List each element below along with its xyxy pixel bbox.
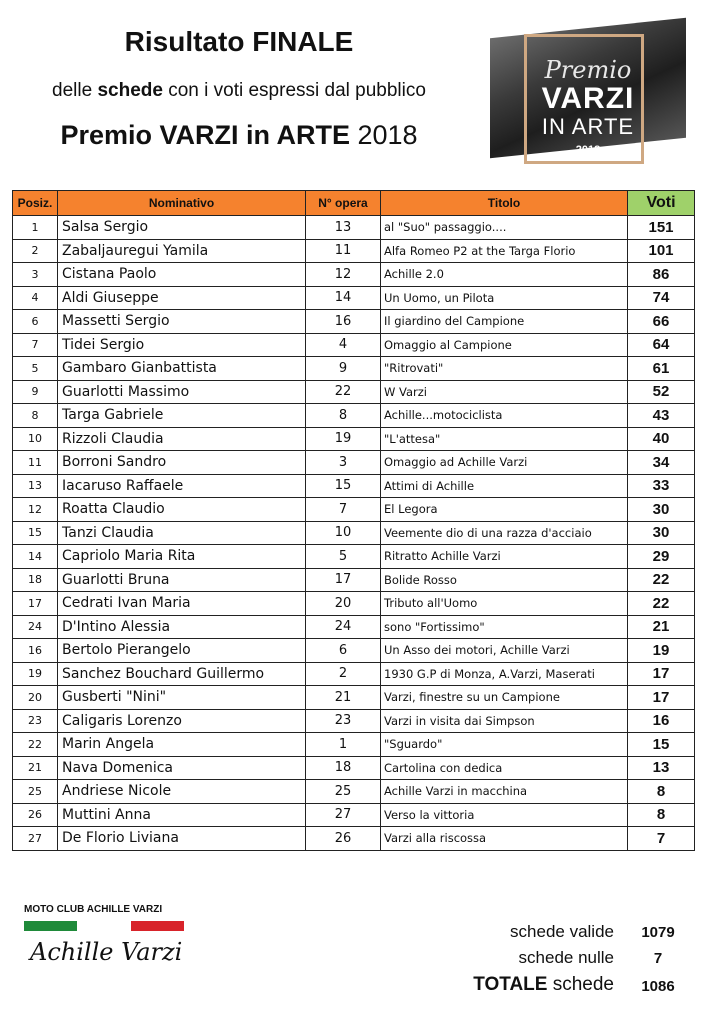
cell-voti: 21 xyxy=(628,615,695,639)
cell-voti: 30 xyxy=(628,498,695,522)
cell-voti: 8 xyxy=(628,803,695,827)
cell-voti: 8 xyxy=(628,780,695,804)
cell-position: 8 xyxy=(13,404,58,428)
cell-titolo: Varzi, finestre su un Campione xyxy=(381,686,628,710)
cell-position: 14 xyxy=(13,545,58,569)
award-title: Premio VARZI in ARTE 2018 xyxy=(60,120,418,150)
cell-voti: 34 xyxy=(628,451,695,475)
table-row xyxy=(13,803,695,827)
cell-voti: 17 xyxy=(628,662,695,686)
cell-titolo: El Legora xyxy=(381,498,628,522)
cell-opera: 8 xyxy=(306,404,381,428)
cell-nominativo: Guarlotti Bruna xyxy=(58,568,306,592)
cell-nominativo: Borroni Sandro xyxy=(58,451,306,475)
cell-opera: 15 xyxy=(306,474,381,498)
cell-voti: 30 xyxy=(628,521,695,545)
cell-titolo: W Varzi xyxy=(381,380,628,404)
header-titolo: Titolo xyxy=(381,191,628,216)
cell-titolo: Varzi alla riscossa xyxy=(381,827,628,851)
cell-nominativo: Aldi Giuseppe xyxy=(58,286,306,310)
cell-nominativo: Zabaljauregui Yamila xyxy=(58,239,306,263)
cell-nominativo: De Florio Liviana xyxy=(58,827,306,851)
cell-titolo: Varzi in visita dai Simpson xyxy=(381,709,628,733)
cell-position: 13 xyxy=(13,474,58,498)
cell-position: 18 xyxy=(13,568,58,592)
cell-opera: 7 xyxy=(306,498,381,522)
table-row xyxy=(13,333,695,357)
table-row xyxy=(13,216,695,240)
cell-titolo: Achille Varzi in macchina xyxy=(381,780,628,804)
cell-opera: 21 xyxy=(306,686,381,710)
cell-voti: 29 xyxy=(628,545,695,569)
cell-position: 15 xyxy=(13,521,58,545)
club-name: MOTO CLUB ACHILLE VARZI xyxy=(24,904,163,915)
cell-opera: 5 xyxy=(306,545,381,569)
cell-voti: 13 xyxy=(628,756,695,780)
cell-titolo: Veemente dio di una razza d'acciaio xyxy=(381,521,628,545)
table-body xyxy=(13,216,695,851)
table-row xyxy=(13,639,695,663)
cell-opera: 6 xyxy=(306,639,381,663)
cell-opera: 12 xyxy=(306,263,381,287)
table-row xyxy=(13,239,695,263)
table-row xyxy=(13,568,695,592)
table-row xyxy=(13,662,695,686)
cell-titolo: Verso la vittoria xyxy=(381,803,628,827)
cell-titolo: Un Asso dei motori, Achille Varzi xyxy=(381,639,628,663)
cell-voti: 22 xyxy=(628,568,695,592)
italian-flag-stripe xyxy=(24,921,184,931)
cell-voti: 40 xyxy=(628,427,695,451)
cell-titolo: Alfa Romeo P2 at the Targa Florio xyxy=(381,239,628,263)
cell-titolo: Ritratto Achille Varzi xyxy=(381,545,628,569)
cell-voti: 17 xyxy=(628,686,695,710)
cell-position: 25 xyxy=(13,780,58,804)
cell-nominativo: Rizzoli Claudia xyxy=(58,427,306,451)
table-row xyxy=(13,615,695,639)
cell-nominativo: Muttini Anna xyxy=(58,803,306,827)
cell-titolo: Achille...motociclista xyxy=(381,404,628,428)
cell-titolo: Un Uomo, un Pilota xyxy=(381,286,628,310)
cell-position: 1 xyxy=(13,216,58,240)
cell-voti: 22 xyxy=(628,592,695,616)
table-row xyxy=(13,733,695,757)
cell-titolo: "Sguardo" xyxy=(381,733,628,757)
cell-nominativo: Gambaro Gianbattista xyxy=(58,357,306,381)
cell-titolo: Attimi di Achille xyxy=(381,474,628,498)
header-posiz: Posiz. xyxy=(13,191,58,216)
flag-green xyxy=(24,921,77,931)
cell-nominativo: Massetti Sergio xyxy=(58,310,306,334)
cell-nominativo: Caligaris Lorenzo xyxy=(58,709,306,733)
cell-position: 5 xyxy=(13,357,58,381)
table-row xyxy=(13,474,695,498)
cell-position: 4 xyxy=(13,286,58,310)
cell-opera: 17 xyxy=(306,568,381,592)
table-row xyxy=(13,451,695,475)
logo-year: 2018 xyxy=(575,144,601,156)
cell-position: 7 xyxy=(13,333,58,357)
logo-varzi: VARZI xyxy=(541,82,635,115)
cell-titolo: Achille 2.0 xyxy=(381,263,628,287)
cell-nominativo: D'Intino Alessia xyxy=(58,615,306,639)
cell-position: 16 xyxy=(13,639,58,663)
cell-opera: 25 xyxy=(306,780,381,804)
cell-titolo: 1930 G.P di Monza, A.Varzi, Maserati xyxy=(381,662,628,686)
cell-titolo: "Ritrovati" xyxy=(381,357,628,381)
logo-in-arte: IN ARTE xyxy=(541,114,635,139)
cell-position: 24 xyxy=(13,615,58,639)
cell-nominativo: Sanchez Bouchard Guillermo xyxy=(58,662,306,686)
cell-voti: 74 xyxy=(628,286,695,310)
cell-titolo: al "Suo" passaggio.... xyxy=(381,216,628,240)
cell-opera: 13 xyxy=(306,216,381,240)
cell-opera: 4 xyxy=(306,333,381,357)
table-row xyxy=(13,780,695,804)
page-title: Risultato FINALE xyxy=(124,26,354,57)
table-row xyxy=(13,357,695,381)
cell-position: 23 xyxy=(13,709,58,733)
cell-titolo: Tributo all'Uomo xyxy=(381,592,628,616)
cell-position: 11 xyxy=(13,451,58,475)
cell-opera: 20 xyxy=(306,592,381,616)
cell-voti: 64 xyxy=(628,333,695,357)
cell-opera: 22 xyxy=(306,380,381,404)
table-row xyxy=(13,545,695,569)
cell-position: 17 xyxy=(13,592,58,616)
cell-nominativo: Marin Angela xyxy=(58,733,306,757)
cell-opera: 18 xyxy=(306,756,381,780)
results-table xyxy=(12,190,695,851)
table-header-row xyxy=(13,191,695,216)
cell-nominativo: Iacaruso Raffaele xyxy=(58,474,306,498)
header-opera: N° opera xyxy=(306,191,381,216)
cell-titolo: Omaggio al Campione xyxy=(381,333,628,357)
cell-position: 12 xyxy=(13,498,58,522)
cell-position: 22 xyxy=(13,733,58,757)
cell-nominativo: Targa Gabriele xyxy=(58,404,306,428)
cell-position: 9 xyxy=(13,380,58,404)
cell-nominativo: Cistana Paolo xyxy=(58,263,306,287)
valid-value: 1079 xyxy=(641,924,675,941)
cell-opera: 26 xyxy=(306,827,381,851)
cell-voti: 86 xyxy=(628,263,695,287)
cell-opera: 3 xyxy=(306,451,381,475)
logo-premio: Premio xyxy=(544,56,632,84)
table-row xyxy=(13,427,695,451)
table-row xyxy=(13,404,695,428)
header-nominativo: Nominativo xyxy=(58,191,306,216)
achille-varzi-signature: Achille Varzi xyxy=(30,938,183,966)
cell-titolo: Omaggio ad Achille Varzi xyxy=(381,451,628,475)
cell-opera: 1 xyxy=(306,733,381,757)
cell-titolo: Cartolina con dedica xyxy=(381,756,628,780)
cell-nominativo: Tanzi Claudia xyxy=(58,521,306,545)
cell-voti: 19 xyxy=(628,639,695,663)
premio-varzi-logo xyxy=(484,14,692,180)
table-row xyxy=(13,521,695,545)
cell-opera: 9 xyxy=(306,357,381,381)
cell-nominativo: Bertolo Pierangelo xyxy=(58,639,306,663)
cell-voti: 7 xyxy=(628,827,695,851)
cell-position: 20 xyxy=(13,686,58,710)
table-row xyxy=(13,709,695,733)
table-row xyxy=(13,310,695,334)
flag-white xyxy=(77,921,130,931)
total-value: 1086 xyxy=(641,978,675,995)
cell-opera: 16 xyxy=(306,310,381,334)
cell-voti: 61 xyxy=(628,357,695,381)
cell-position: 21 xyxy=(13,756,58,780)
cell-voti: 16 xyxy=(628,709,695,733)
cell-nominativo: Andriese Nicole xyxy=(58,780,306,804)
cell-voti: 52 xyxy=(628,380,695,404)
cell-opera: 10 xyxy=(306,521,381,545)
cell-nominativo: Roatta Claudio xyxy=(58,498,306,522)
cell-position: 3 xyxy=(13,263,58,287)
cell-titolo: Il giardino del Campione xyxy=(381,310,628,334)
cell-position: 2 xyxy=(13,239,58,263)
cell-opera: 11 xyxy=(306,239,381,263)
cell-voti: 15 xyxy=(628,733,695,757)
cell-titolo: "L'attesa" xyxy=(381,427,628,451)
cell-opera: 14 xyxy=(306,286,381,310)
cell-opera: 23 xyxy=(306,709,381,733)
cell-titolo: Bolide Rosso xyxy=(381,568,628,592)
cell-opera: 27 xyxy=(306,803,381,827)
table-row xyxy=(13,286,695,310)
valid-label: schede valide xyxy=(510,922,614,941)
total-label: TOTALE schede xyxy=(473,974,614,995)
table-row xyxy=(13,263,695,287)
table-row xyxy=(13,827,695,851)
cell-position: 6 xyxy=(13,310,58,334)
null-label: schede nulle xyxy=(518,948,614,967)
cell-voti: 151 xyxy=(628,216,695,240)
cell-titolo: sono "Fortissimo" xyxy=(381,615,628,639)
cell-position: 19 xyxy=(13,662,58,686)
cell-nominativo: Guarlotti Massimo xyxy=(58,380,306,404)
table-row xyxy=(13,380,695,404)
flag-red xyxy=(131,921,184,931)
cell-nominativo: Salsa Sergio xyxy=(58,216,306,240)
cell-position: 26 xyxy=(13,803,58,827)
cell-voti: 66 xyxy=(628,310,695,334)
cell-voti: 101 xyxy=(628,239,695,263)
cell-position: 27 xyxy=(13,827,58,851)
table-row xyxy=(13,686,695,710)
cell-opera: 24 xyxy=(306,615,381,639)
cell-voti: 43 xyxy=(628,404,695,428)
cell-nominativo: Tidei Sergio xyxy=(58,333,306,357)
cell-nominativo: Nava Domenica xyxy=(58,756,306,780)
cell-opera: 2 xyxy=(306,662,381,686)
table-row xyxy=(13,756,695,780)
cell-nominativo: Cedrati Ivan Maria xyxy=(58,592,306,616)
header-voti: Voti xyxy=(628,191,695,216)
table-row xyxy=(13,592,695,616)
cell-position: 10 xyxy=(13,427,58,451)
cell-nominativo: Capriolo Maria Rita xyxy=(58,545,306,569)
cell-opera: 19 xyxy=(306,427,381,451)
cell-nominativo: Gusberti "Nini" xyxy=(58,686,306,710)
table-row xyxy=(13,498,695,522)
null-value: 7 xyxy=(653,950,663,967)
page-subtitle: delle schede con i voti espressi dal pubblico xyxy=(52,80,426,101)
cell-voti: 33 xyxy=(628,474,695,498)
